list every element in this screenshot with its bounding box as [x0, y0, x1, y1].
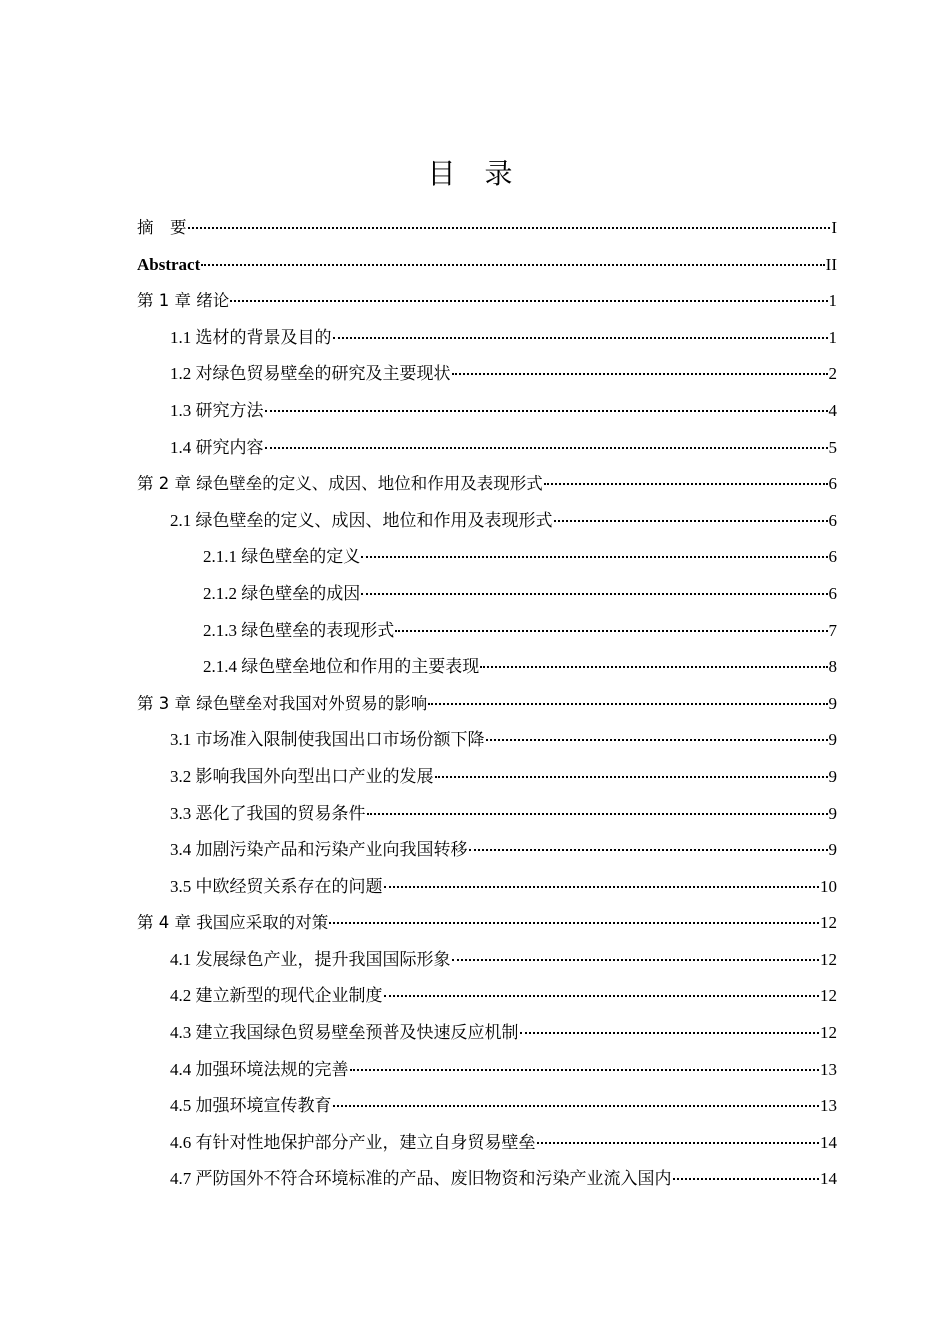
toc-entry-label: 4.2 建立新型的现代企业制度	[170, 986, 383, 1006]
toc-entry[interactable]	[137, 247, 837, 284]
toc-dot-leader	[265, 404, 828, 412]
toc-dot-leader	[480, 660, 827, 668]
toc-entry-page-number: 6	[828, 547, 837, 567]
toc-entry-page-number: 10	[820, 876, 837, 896]
toc-entry[interactable]	[137, 832, 837, 869]
toc-entry-label: 第 1 章 绪论	[137, 291, 230, 311]
toc-entry-page-number: 6	[828, 474, 837, 494]
toc-entry-page-number: 8	[828, 657, 837, 677]
toc-dot-leader	[537, 1136, 820, 1144]
toc-entry-page-number: 4	[828, 400, 837, 420]
toc-dot-leader	[265, 441, 828, 449]
toc-entry[interactable]	[137, 210, 837, 247]
toc-entry-page-number: 13	[820, 1059, 837, 1079]
toc-entry[interactable]	[137, 649, 837, 686]
toc-entry-page-number: 9	[828, 693, 837, 713]
toc-entry-label: 1.3 研究方法	[170, 400, 264, 420]
toc-dot-leader	[230, 294, 827, 302]
toc-entry-page-number: 14	[820, 1132, 837, 1152]
toc-entry-label: 3.3 恶化了我国的贸易条件	[170, 803, 366, 823]
toc-dot-leader	[395, 624, 827, 632]
toc-entry[interactable]	[137, 759, 837, 796]
toc-entry[interactable]	[137, 576, 837, 613]
toc-entry-page-number: 6	[828, 583, 837, 603]
toc-dot-leader	[333, 1099, 820, 1107]
toc-entry[interactable]	[137, 1015, 837, 1052]
toc-entry-page-number: 1	[828, 291, 837, 311]
toc-entry-page-number: 9	[828, 730, 837, 750]
toc-entry-page-number: 5	[828, 437, 837, 457]
toc-entry[interactable]	[137, 1088, 837, 1125]
toc-entry-label: 第 4 章 我国应采取的对策	[137, 913, 329, 933]
toc-dot-leader	[384, 989, 820, 997]
toc-dot-leader	[486, 733, 828, 741]
toc-entry-label: 4.6 有针对性地保护部分产业，建立自身贸易壁垒	[170, 1132, 536, 1152]
toc-entry-page-number: 9	[828, 803, 837, 823]
toc-dot-leader	[435, 770, 828, 778]
toc-entry-page-number: 9	[828, 766, 837, 786]
toc-entry[interactable]	[137, 1052, 837, 1089]
toc-entry-page-number: II	[825, 254, 837, 274]
toc-entry[interactable]	[137, 942, 837, 979]
toc-dot-leader	[554, 514, 828, 522]
toc-entry-label: 2.1.2 绿色壁垒的成因	[203, 583, 361, 603]
toc-entry[interactable]	[137, 1125, 837, 1162]
toc-entry-label: 2.1.4 绿色壁垒地位和作用的主要表现	[203, 657, 480, 677]
toc-entry-label: 1.4 研究内容	[170, 437, 264, 457]
toc-entry-label: 1.1 选材的背景及目的	[170, 327, 332, 347]
toc-entry-label: 4.7 严防国外不符合环境标准的产品、废旧物资和污染产业流入国内	[170, 1169, 672, 1189]
toc-entry[interactable]	[137, 978, 837, 1015]
toc-dot-leader	[188, 221, 831, 229]
toc-dot-leader	[350, 1063, 820, 1071]
toc-entry[interactable]	[137, 356, 837, 393]
toc-entry[interactable]	[137, 283, 837, 320]
toc-entry-page-number: 14	[820, 1169, 837, 1189]
toc-entry-label: 2.1 绿色壁垒的定义、成因、地位和作用及表现形式	[170, 510, 553, 530]
toc-entry[interactable]	[137, 393, 837, 430]
toc-entry[interactable]	[137, 539, 837, 576]
toc-entry[interactable]	[137, 430, 837, 467]
toc-entry-label: 3.5 中欧经贸关系存在的问题	[170, 876, 383, 896]
toc-entry-label: 3.1 市场准入限制使我国出口市场份额下降	[170, 730, 485, 750]
toc-entry-label: Abstract	[137, 254, 201, 274]
toc-entry[interactable]	[137, 686, 837, 723]
toc-entry-page-number: I	[831, 218, 837, 237]
toc-dot-leader	[673, 1172, 820, 1180]
toc-entry[interactable]	[137, 320, 837, 357]
toc-entry-label: 第 2 章 绿色壁垒的定义、成因、地位和作用及表现形式	[137, 474, 543, 494]
toc-entry[interactable]	[137, 722, 837, 759]
toc-dot-leader	[452, 367, 828, 375]
toc-entry[interactable]	[137, 905, 837, 942]
toc-entry-page-number: 12	[820, 986, 837, 1006]
toc-entry-page-number: 9	[828, 840, 837, 860]
toc-entry-page-number: 13	[820, 1096, 837, 1116]
toc-entry-label: 2.1.1 绿色壁垒的定义	[203, 547, 361, 567]
toc-entry[interactable]	[137, 466, 837, 503]
toc-entry[interactable]	[137, 613, 837, 650]
toc-dot-leader	[329, 916, 819, 924]
toc-entry[interactable]	[137, 503, 837, 540]
toc-title: 目 录	[427, 157, 523, 190]
toc-entry-label: 4.3 建立我国绿色贸易壁垒预普及快速反应机制	[170, 1023, 519, 1043]
toc-entry-label: 4.1 发展绿色产业，提升我国国际形象	[170, 949, 451, 969]
toc-dot-leader	[520, 1026, 820, 1034]
toc-entry-label: 摘 要	[137, 218, 187, 237]
toc-entry-page-number: 2	[828, 364, 837, 384]
toc-entry[interactable]	[137, 1161, 837, 1198]
toc-dot-leader	[367, 807, 828, 815]
toc-entry[interactable]	[137, 869, 837, 906]
toc-entry-page-number: 12	[820, 949, 837, 969]
toc-dot-leader	[361, 587, 827, 595]
toc-entry-label: 3.4 加剧污染产品和污染产业向我国转移	[170, 840, 468, 860]
toc-dot-leader	[201, 258, 824, 266]
toc-entry-label: 4.4 加强环境法规的完善	[170, 1059, 349, 1079]
toc-entry-page-number: 12	[820, 1023, 837, 1043]
toc-entry-page-number: 1	[828, 327, 837, 347]
toc-entry-label: 3.2 影响我国外向型出口产业的发展	[170, 766, 434, 786]
toc-dot-leader	[469, 843, 828, 851]
toc-entry-label: 第 3 章 绿色壁垒对我国对外贸易的影响	[137, 693, 428, 713]
toc-entry-page-number: 6	[828, 510, 837, 530]
toc-entry-page-number: 7	[828, 620, 837, 640]
toc-entry[interactable]	[137, 796, 837, 833]
toc-list	[137, 210, 837, 1198]
toc-entry-label: 1.2 对绿色贸易壁垒的研究及主要现状	[170, 364, 451, 384]
toc-dot-leader	[544, 477, 828, 485]
toc-dot-leader	[361, 550, 827, 558]
toc-entry-label: 2.1.3 绿色壁垒的表现形式	[203, 620, 395, 640]
toc-dot-leader	[333, 331, 828, 339]
toc-dot-leader	[428, 697, 827, 705]
toc-entry-page-number: 12	[820, 913, 837, 933]
toc-dot-leader	[384, 880, 820, 888]
toc-dot-leader	[452, 953, 820, 961]
toc-entry-label: 4.5 加强环境宣传教育	[170, 1096, 332, 1116]
